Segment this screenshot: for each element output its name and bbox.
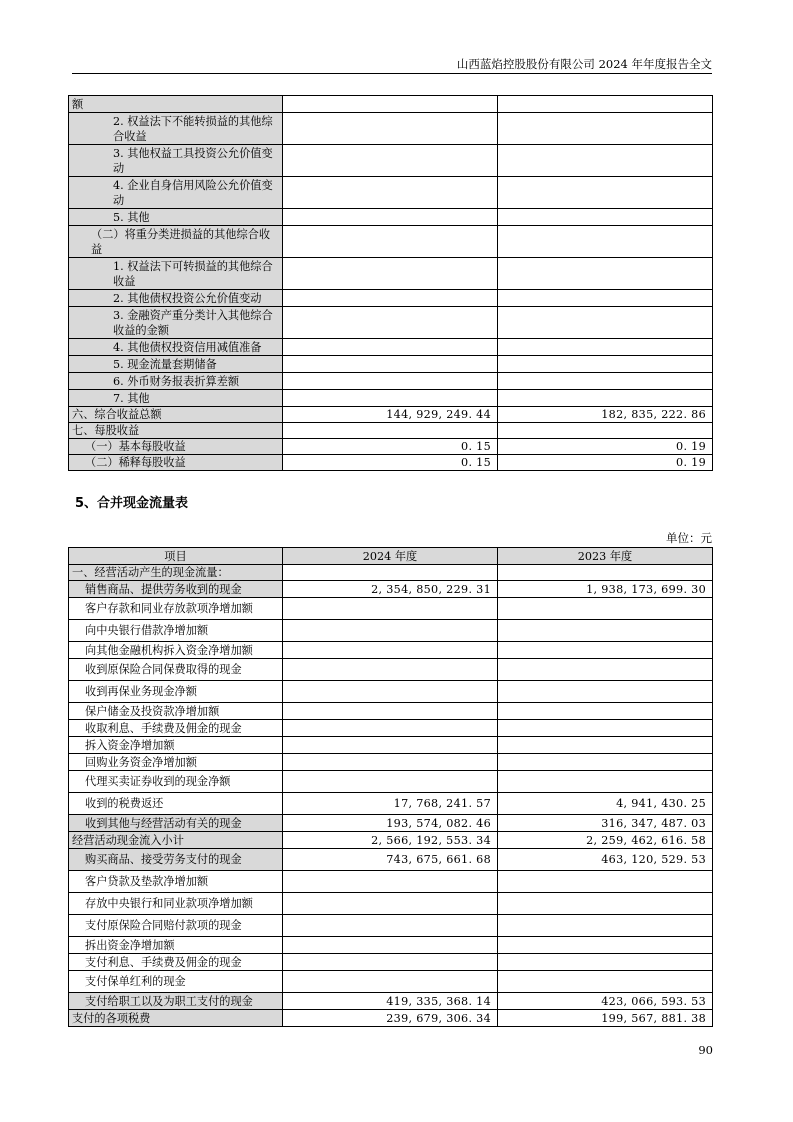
page-header: 山西蓝焰控股股份有限公司 2024 年年度报告全文 bbox=[456, 57, 712, 71]
header-item: 项目 bbox=[69, 548, 283, 565]
current-year-value bbox=[283, 373, 498, 390]
row-label: 2. 权益法下不能转损益的其他综合收益 bbox=[69, 113, 283, 145]
previous-year-value bbox=[498, 113, 713, 145]
previous-year-value bbox=[498, 937, 713, 954]
table-row bbox=[69, 681, 713, 703]
row-label: 收到其他与经营活动有关的现金 bbox=[69, 815, 283, 832]
table-row bbox=[69, 871, 713, 893]
previous-year-value bbox=[498, 209, 713, 226]
table-row bbox=[69, 915, 713, 937]
current-year-value bbox=[283, 598, 498, 620]
row-label: 支付给职工以及为职工支付的现金 bbox=[69, 993, 283, 1010]
table-row bbox=[69, 96, 713, 113]
row-label: 4. 其他债权投资信用减值准备 bbox=[69, 339, 283, 356]
table-row bbox=[69, 937, 713, 954]
current-year-value bbox=[283, 209, 498, 226]
header-rule bbox=[72, 73, 712, 74]
table-row bbox=[69, 598, 713, 620]
current-year-value bbox=[283, 307, 498, 339]
table-row bbox=[69, 423, 713, 439]
table-row bbox=[69, 659, 713, 681]
previous-year-value: 423, 066, 593. 53 bbox=[498, 993, 713, 1010]
row-label: 客户存款和同业存放款项净增加额 bbox=[69, 598, 283, 620]
previous-year-value: 199, 567, 881. 38 bbox=[498, 1010, 713, 1027]
previous-year-value: 316, 347, 487. 03 bbox=[498, 815, 713, 832]
table-header-row bbox=[69, 548, 713, 565]
previous-year-value: 0. 19 bbox=[498, 455, 713, 471]
row-label: （二）稀释每股收益 bbox=[69, 455, 283, 471]
table-row bbox=[69, 993, 713, 1010]
row-label: 5. 其他 bbox=[69, 209, 283, 226]
previous-year-value: 4, 941, 430. 25 bbox=[498, 793, 713, 815]
row-label: 保户储金及投资款净增加额 bbox=[69, 703, 283, 720]
previous-year-value bbox=[498, 258, 713, 290]
current-year-value: 2, 566, 192, 553. 34 bbox=[283, 832, 498, 849]
table-row bbox=[69, 971, 713, 993]
current-year-value bbox=[283, 915, 498, 937]
previous-year-value bbox=[498, 893, 713, 915]
row-label: 额 bbox=[69, 96, 283, 113]
current-year-value: 17, 768, 241. 57 bbox=[283, 793, 498, 815]
table-row bbox=[69, 642, 713, 659]
current-year-value bbox=[283, 642, 498, 659]
current-year-value: 144, 929, 249. 44 bbox=[283, 407, 498, 423]
row-label: 客户贷款及垫款净增加额 bbox=[69, 871, 283, 893]
previous-year-value bbox=[498, 373, 713, 390]
previous-year-value bbox=[498, 226, 713, 258]
row-label: 销售商品、提供劳务收到的现金 bbox=[69, 581, 283, 598]
table-row bbox=[69, 407, 713, 423]
row-label: 经营活动现金流入小计 bbox=[69, 832, 283, 849]
table-row bbox=[69, 771, 713, 793]
previous-year-value bbox=[498, 915, 713, 937]
table-row bbox=[69, 737, 713, 754]
current-year-value bbox=[283, 720, 498, 737]
current-year-value bbox=[283, 937, 498, 954]
table-row bbox=[69, 849, 713, 871]
table-row bbox=[69, 703, 713, 720]
previous-year-value: 0. 19 bbox=[498, 439, 713, 455]
previous-year-value bbox=[498, 307, 713, 339]
previous-year-value bbox=[498, 771, 713, 793]
row-label: 回购业务资金净增加额 bbox=[69, 754, 283, 771]
previous-year-value bbox=[498, 145, 713, 177]
table-row bbox=[69, 290, 713, 307]
current-year-value bbox=[283, 258, 498, 290]
current-year-value bbox=[283, 954, 498, 971]
current-year-value bbox=[283, 871, 498, 893]
row-label: 收取利息、手续费及佣金的现金 bbox=[69, 720, 283, 737]
row-label: 支付保单红利的现金 bbox=[69, 971, 283, 993]
current-year-value bbox=[283, 620, 498, 642]
table-row bbox=[69, 832, 713, 849]
table-row bbox=[69, 258, 713, 290]
current-year-value bbox=[283, 113, 498, 145]
current-year-value bbox=[283, 356, 498, 373]
table-row bbox=[69, 893, 713, 915]
current-year-value bbox=[283, 145, 498, 177]
previous-year-value bbox=[498, 971, 713, 993]
previous-year-value bbox=[498, 659, 713, 681]
row-label: 拆入资金净增加额 bbox=[69, 737, 283, 754]
table-row bbox=[69, 439, 713, 455]
comprehensive-income-table bbox=[68, 95, 713, 471]
previous-year-value bbox=[498, 96, 713, 113]
row-label: （二）将重分类进损益的其他综合收益 bbox=[69, 226, 283, 258]
row-label: 六、综合收益总额 bbox=[69, 407, 283, 423]
row-label: 收到原保险合同保费取得的现金 bbox=[69, 659, 283, 681]
current-year-value bbox=[283, 339, 498, 356]
current-year-value bbox=[283, 771, 498, 793]
previous-year-value: 2, 259, 462, 616. 58 bbox=[498, 832, 713, 849]
current-year-value: 0. 15 bbox=[283, 455, 498, 471]
table-row bbox=[69, 620, 713, 642]
cash-flow-table bbox=[68, 547, 713, 1027]
section-title: 5、合并现金流量表 bbox=[75, 496, 189, 511]
table-row bbox=[69, 177, 713, 209]
table-row bbox=[69, 720, 713, 737]
previous-year-value bbox=[498, 871, 713, 893]
row-label: 支付利息、手续费及佣金的现金 bbox=[69, 954, 283, 971]
current-year-value bbox=[283, 659, 498, 681]
current-year-value: 2, 354, 850, 229. 31 bbox=[283, 581, 498, 598]
row-label: 2. 其他债权投资公允价值变动 bbox=[69, 290, 283, 307]
row-label: 3. 金融资产重分类计入其他综合收益的金额 bbox=[69, 307, 283, 339]
previous-year-value bbox=[498, 290, 713, 307]
row-label: 收到再保业务现金净额 bbox=[69, 681, 283, 703]
row-label: 5. 现金流量套期储备 bbox=[69, 356, 283, 373]
previous-year-value bbox=[498, 681, 713, 703]
table-row bbox=[69, 565, 713, 581]
table-row bbox=[69, 455, 713, 471]
row-label: 7. 其他 bbox=[69, 390, 283, 407]
header-previous-year: 2023 年度 bbox=[498, 548, 713, 565]
row-label: 支付原保险合同赔付款项的现金 bbox=[69, 915, 283, 937]
table-row bbox=[69, 356, 713, 373]
row-label: 存放中央银行和同业款项净增加额 bbox=[69, 893, 283, 915]
previous-year-value: 1, 938, 173, 699. 30 bbox=[498, 581, 713, 598]
previous-year-value bbox=[498, 720, 713, 737]
current-year-value bbox=[283, 226, 498, 258]
table-row bbox=[69, 226, 713, 258]
row-label: 向其他金融机构拆入资金净增加额 bbox=[69, 642, 283, 659]
previous-year-value bbox=[498, 642, 713, 659]
table-row bbox=[69, 373, 713, 390]
table-row bbox=[69, 954, 713, 971]
row-label: （一）基本每股收益 bbox=[69, 439, 283, 455]
row-label: 支付的各项税费 bbox=[69, 1010, 283, 1027]
table-row bbox=[69, 581, 713, 598]
row-label: 3. 其他权益工具投资公允价值变动 bbox=[69, 145, 283, 177]
table-row bbox=[69, 1010, 713, 1027]
previous-year-value: 463, 120, 529. 53 bbox=[498, 849, 713, 871]
table-row bbox=[69, 815, 713, 832]
row-label: 1. 权益法下可转损益的其他综合收益 bbox=[69, 258, 283, 290]
previous-year-value bbox=[498, 737, 713, 754]
current-year-value: 0. 15 bbox=[283, 439, 498, 455]
page-number: 90 bbox=[698, 1043, 713, 1057]
previous-year-value bbox=[498, 620, 713, 642]
table-row bbox=[69, 793, 713, 815]
current-year-value bbox=[283, 177, 498, 209]
row-label: 拆出资金净增加额 bbox=[69, 937, 283, 954]
table-row bbox=[69, 390, 713, 407]
row-label: 收到的税费返还 bbox=[69, 793, 283, 815]
current-year-value bbox=[283, 971, 498, 993]
previous-year-value bbox=[498, 565, 713, 581]
table-row bbox=[69, 339, 713, 356]
previous-year-value bbox=[498, 423, 713, 439]
row-label: 一、经营活动产生的现金流量： bbox=[69, 565, 283, 581]
current-year-value bbox=[283, 290, 498, 307]
previous-year-value bbox=[498, 356, 713, 373]
table-row bbox=[69, 113, 713, 145]
current-year-value bbox=[283, 96, 498, 113]
current-year-value: 193, 574, 082. 46 bbox=[283, 815, 498, 832]
header-current-year: 2024 年度 bbox=[283, 548, 498, 565]
current-year-value bbox=[283, 737, 498, 754]
row-label: 6. 外币财务报表折算差额 bbox=[69, 373, 283, 390]
current-year-value bbox=[283, 565, 498, 581]
table-row bbox=[69, 145, 713, 177]
current-year-value bbox=[283, 390, 498, 407]
row-label: 向中央银行借款净增加额 bbox=[69, 620, 283, 642]
row-label: 代理买卖证券收到的现金净额 bbox=[69, 771, 283, 793]
row-label: 4. 企业自身信用风险公允价值变动 bbox=[69, 177, 283, 209]
previous-year-value bbox=[498, 390, 713, 407]
current-year-value: 239, 679, 306. 34 bbox=[283, 1010, 498, 1027]
table-row bbox=[69, 754, 713, 771]
current-year-value bbox=[283, 893, 498, 915]
current-year-value bbox=[283, 423, 498, 439]
previous-year-value bbox=[498, 339, 713, 356]
table-row bbox=[69, 209, 713, 226]
current-year-value: 419, 335, 368. 14 bbox=[283, 993, 498, 1010]
previous-year-value: 182, 835, 222. 86 bbox=[498, 407, 713, 423]
previous-year-value bbox=[498, 703, 713, 720]
previous-year-value bbox=[498, 954, 713, 971]
current-year-value bbox=[283, 754, 498, 771]
current-year-value: 743, 675, 661. 68 bbox=[283, 849, 498, 871]
previous-year-value bbox=[498, 177, 713, 209]
previous-year-value bbox=[498, 754, 713, 771]
current-year-value bbox=[283, 681, 498, 703]
unit-label: 单位：元 bbox=[666, 531, 712, 545]
row-label: 购买商品、接受劳务支付的现金 bbox=[69, 849, 283, 871]
current-year-value bbox=[283, 703, 498, 720]
previous-year-value bbox=[498, 598, 713, 620]
row-label: 七、每股收益 bbox=[69, 423, 283, 439]
table-row bbox=[69, 307, 713, 339]
